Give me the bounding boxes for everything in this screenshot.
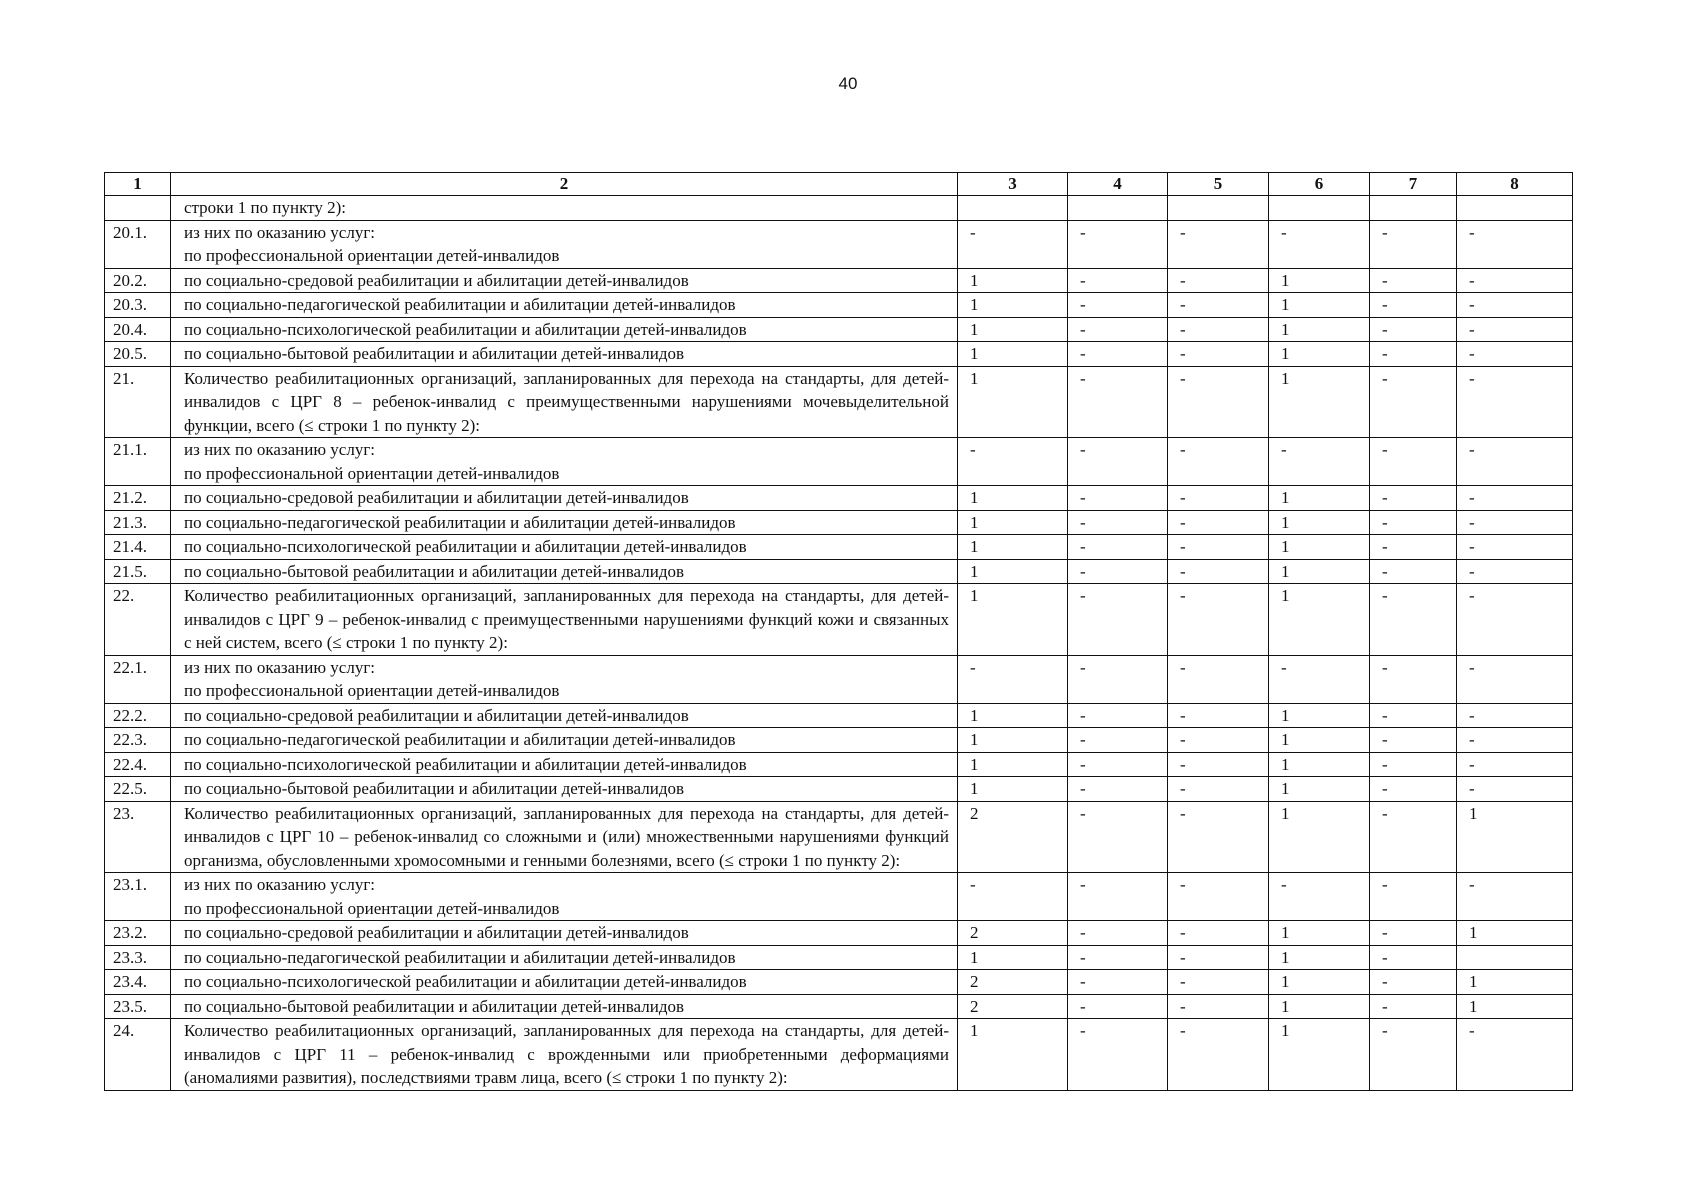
cell-col-3: 1 — [958, 777, 1068, 802]
cell-col-6: 1 — [1269, 510, 1370, 535]
row-number: 23.2. — [105, 921, 171, 946]
row-description: Количество реабилитационных организаций, запланированных для перехода на стандарты, для детей-инвалидов с ЦРГ 11 – ребенок-инвалид с врожденными или приобретенными деформациями (аномалиями развития), последствиями травм лица, всего (≤ строки 1 по пункту 2): — [171, 1019, 958, 1091]
cell-col-7: - — [1370, 510, 1457, 535]
row-number: 21.1. — [105, 438, 171, 486]
row-description: Количество реабилитационных организаций, запланированных для перехода на стандарты, для детей-инвалидов с ЦРГ 10 – ребенок-инвалид со сложными и (или) множественными нарушениями функций организма, обусловленными хромосомными и генными болезнями, всего (≤ строки 1 по пункту 2): — [171, 801, 958, 873]
table-row — [105, 438, 1573, 486]
cell-col-3: 1 — [958, 268, 1068, 293]
cell-col-6: 1 — [1269, 486, 1370, 511]
row-number: 23.4. — [105, 970, 171, 995]
cell-col-8: - — [1457, 777, 1573, 802]
cell-col-7: - — [1370, 584, 1457, 656]
cell-col-4: - — [1068, 559, 1168, 584]
cell-col-4: - — [1068, 873, 1168, 921]
cell-col-3: 1 — [958, 366, 1068, 438]
cell-col-4: - — [1068, 801, 1168, 873]
cell-col-4: - — [1068, 945, 1168, 970]
cell-col-4: - — [1068, 535, 1168, 560]
table-row — [105, 703, 1573, 728]
row-description: по социально-средовой реабилитации и абилитации детей-инвалидов — [171, 921, 958, 946]
column-header-3: 3 — [958, 173, 1068, 196]
row-number: 20.4. — [105, 317, 171, 342]
cell-col-6: 1 — [1269, 921, 1370, 946]
table-row — [105, 777, 1573, 802]
table-row — [105, 921, 1573, 946]
cell-col-8: 1 — [1457, 801, 1573, 873]
cell-col-5: - — [1168, 873, 1269, 921]
cell-col-6: 1 — [1269, 994, 1370, 1019]
cell-col-7: - — [1370, 559, 1457, 584]
cell-col-8 — [1457, 196, 1573, 221]
row-description: по социально-педагогической реабилитации и абилитации детей-инвалидов — [171, 728, 958, 753]
row-description: из них по оказанию услуг: по профессиональной ориентации детей-инвалидов — [171, 655, 958, 703]
row-description: по социально-психологической реабилитации и абилитации детей-инвалидов — [171, 535, 958, 560]
cell-col-6: 1 — [1269, 559, 1370, 584]
cell-col-6 — [1269, 196, 1370, 221]
cell-col-3: 1 — [958, 486, 1068, 511]
cell-col-8: - — [1457, 342, 1573, 367]
cell-col-8: - — [1457, 317, 1573, 342]
row-number: 22.5. — [105, 777, 171, 802]
cell-col-4: - — [1068, 752, 1168, 777]
cell-col-4: - — [1068, 342, 1168, 367]
table-row — [105, 342, 1573, 367]
cell-col-4: - — [1068, 703, 1168, 728]
cell-col-8: - — [1457, 438, 1573, 486]
row-number: 21.2. — [105, 486, 171, 511]
row-description: по социально-педагогической реабилитации и абилитации детей-инвалидов — [171, 293, 958, 318]
cell-col-5: - — [1168, 510, 1269, 535]
cell-col-5: - — [1168, 655, 1269, 703]
column-header-5: 5 — [1168, 173, 1269, 196]
column-header-8: 8 — [1457, 173, 1573, 196]
row-description: по социально-бытовой реабилитации и абилитации детей-инвалидов — [171, 559, 958, 584]
cell-col-3: 1 — [958, 1019, 1068, 1091]
row-number: 21.4. — [105, 535, 171, 560]
row-description: по социально-бытовой реабилитации и абилитации детей-инвалидов — [171, 994, 958, 1019]
row-number: 22.4. — [105, 752, 171, 777]
cell-col-5: - — [1168, 801, 1269, 873]
cell-col-4: - — [1068, 438, 1168, 486]
cell-col-8: 1 — [1457, 994, 1573, 1019]
table-row — [105, 728, 1573, 753]
row-number: 20.5. — [105, 342, 171, 367]
table-row — [105, 873, 1573, 921]
cell-col-5: - — [1168, 220, 1269, 268]
row-description: Количество реабилитационных организаций, запланированных для перехода на стандарты, для детей-инвалидов с ЦРГ 8 – ребенок-инвалид с преимущественными нарушениями мочевыделительной функции, всего (≤ строки 1 по пункту 2): — [171, 366, 958, 438]
cell-col-3: 1 — [958, 584, 1068, 656]
cell-col-7: - — [1370, 366, 1457, 438]
cell-col-4: - — [1068, 268, 1168, 293]
row-description: строки 1 по пункту 2): — [171, 196, 958, 221]
row-number: 23.3. — [105, 945, 171, 970]
table-row — [105, 535, 1573, 560]
row-number: 21. — [105, 366, 171, 438]
row-description: по социально-средовой реабилитации и абилитации детей-инвалидов — [171, 268, 958, 293]
cell-col-4: - — [1068, 655, 1168, 703]
row-description: по социально-средовой реабилитации и абилитации детей-инвалидов — [171, 703, 958, 728]
row-number: 23.1. — [105, 873, 171, 921]
cell-col-8: - — [1457, 559, 1573, 584]
cell-col-3: - — [958, 438, 1068, 486]
cell-col-4: - — [1068, 584, 1168, 656]
cell-col-8: - — [1457, 728, 1573, 753]
cell-col-3: 2 — [958, 970, 1068, 995]
page-number: 40 — [838, 74, 858, 93]
cell-col-6: 1 — [1269, 801, 1370, 873]
cell-col-6: - — [1269, 873, 1370, 921]
cell-col-4: - — [1068, 921, 1168, 946]
cell-col-6: 1 — [1269, 366, 1370, 438]
row-number: 22.3. — [105, 728, 171, 753]
cell-col-6: 1 — [1269, 752, 1370, 777]
cell-col-3: 1 — [958, 317, 1068, 342]
cell-col-8: 1 — [1457, 921, 1573, 946]
cell-col-7: - — [1370, 801, 1457, 873]
table-row — [105, 655, 1573, 703]
cell-col-3: 1 — [958, 559, 1068, 584]
cell-col-8: - — [1457, 486, 1573, 511]
cell-col-7: - — [1370, 994, 1457, 1019]
header-row — [105, 173, 1573, 196]
cell-col-4 — [1068, 196, 1168, 221]
cell-col-5: - — [1168, 703, 1269, 728]
cell-col-3: 1 — [958, 703, 1068, 728]
cell-col-6: - — [1269, 438, 1370, 486]
table-row — [105, 559, 1573, 584]
cell-col-5: - — [1168, 317, 1269, 342]
row-description: из них по оказанию услуг: по профессиональной ориентации детей-инвалидов — [171, 220, 958, 268]
cell-col-7 — [1370, 196, 1457, 221]
cell-col-5: - — [1168, 945, 1269, 970]
cell-col-8: - — [1457, 752, 1573, 777]
table-row — [105, 510, 1573, 535]
cell-col-3: 1 — [958, 728, 1068, 753]
row-number: 20.1. — [105, 220, 171, 268]
cell-col-3: - — [958, 655, 1068, 703]
cell-col-5: - — [1168, 342, 1269, 367]
cell-col-6: 1 — [1269, 970, 1370, 995]
row-description: по социально-бытовой реабилитации и абилитации детей-инвалидов — [171, 777, 958, 802]
table-row — [105, 994, 1573, 1019]
cell-col-3: 1 — [958, 342, 1068, 367]
cell-col-3: 1 — [958, 293, 1068, 318]
cell-col-7: - — [1370, 486, 1457, 511]
row-number: 20.3. — [105, 293, 171, 318]
table-row — [105, 584, 1573, 656]
cell-col-8: - — [1457, 584, 1573, 656]
cell-col-6: 1 — [1269, 777, 1370, 802]
cell-col-3: - — [958, 220, 1068, 268]
cell-col-5: - — [1168, 366, 1269, 438]
cell-col-8: 1 — [1457, 970, 1573, 995]
table-body — [105, 196, 1573, 1091]
cell-col-5: - — [1168, 559, 1269, 584]
column-header-7: 7 — [1370, 173, 1457, 196]
row-description: из них по оказанию услуг: по профессиональной ориентации детей-инвалидов — [171, 438, 958, 486]
row-number: 21.3. — [105, 510, 171, 535]
row-description: Количество реабилитационных организаций, запланированных для перехода на стандарты, для детей-инвалидов с ЦРГ 9 – ребенок-инвалид с преимущественными нарушениями функций кожи и связанных с ней систем, всего (≤ строки 1 по пункту 2): — [171, 584, 958, 656]
cell-col-7: - — [1370, 342, 1457, 367]
cell-col-8: - — [1457, 268, 1573, 293]
cell-col-7: - — [1370, 921, 1457, 946]
row-description: по социально-педагогической реабилитации и абилитации детей-инвалидов — [171, 945, 958, 970]
row-number: 20.2. — [105, 268, 171, 293]
cell-col-4: - — [1068, 510, 1168, 535]
cell-col-5: - — [1168, 268, 1269, 293]
cell-col-8: - — [1457, 220, 1573, 268]
row-description: по социально-бытовой реабилитации и абилитации детей-инвалидов — [171, 342, 958, 367]
cell-col-5: - — [1168, 438, 1269, 486]
cell-col-7: - — [1370, 220, 1457, 268]
row-number: 23. — [105, 801, 171, 873]
cell-col-8: - — [1457, 366, 1573, 438]
row-description: по социально-педагогической реабилитации и абилитации детей-инвалидов — [171, 510, 958, 535]
cell-col-7: - — [1370, 655, 1457, 703]
row-description: по социально-психологической реабилитации и абилитации детей-инвалидов — [171, 970, 958, 995]
cell-col-4: - — [1068, 220, 1168, 268]
row-number — [105, 196, 171, 221]
cell-col-5: - — [1168, 728, 1269, 753]
table-row — [105, 268, 1573, 293]
cell-col-8: - — [1457, 293, 1573, 318]
cell-col-6: 1 — [1269, 1019, 1370, 1091]
cell-col-7: - — [1370, 873, 1457, 921]
cell-col-5: - — [1168, 486, 1269, 511]
cell-col-5: - — [1168, 535, 1269, 560]
cell-col-4: - — [1068, 317, 1168, 342]
cell-col-6: - — [1269, 655, 1370, 703]
cell-col-4: - — [1068, 366, 1168, 438]
cell-col-4: - — [1068, 1019, 1168, 1091]
cell-col-5: - — [1168, 970, 1269, 995]
cell-col-7: - — [1370, 535, 1457, 560]
table-row — [105, 1019, 1573, 1091]
cell-col-3: - — [958, 873, 1068, 921]
cell-col-7: - — [1370, 1019, 1457, 1091]
row-description: по социально-психологической реабилитации и абилитации детей-инвалидов — [171, 752, 958, 777]
cell-col-3: 2 — [958, 921, 1068, 946]
cell-col-8: - — [1457, 873, 1573, 921]
cell-col-6: 1 — [1269, 535, 1370, 560]
table-row — [105, 752, 1573, 777]
cell-col-3: 2 — [958, 801, 1068, 873]
cell-col-3: 2 — [958, 994, 1068, 1019]
table-row — [105, 196, 1573, 221]
table-row — [105, 220, 1573, 268]
cell-col-3: 1 — [958, 510, 1068, 535]
row-number: 24. — [105, 1019, 171, 1091]
row-number: 22.1. — [105, 655, 171, 703]
cell-col-7: - — [1370, 728, 1457, 753]
cell-col-6: 1 — [1269, 945, 1370, 970]
cell-col-6: 1 — [1269, 728, 1370, 753]
cell-col-7: - — [1370, 970, 1457, 995]
cell-col-8: - — [1457, 1019, 1573, 1091]
cell-col-5: - — [1168, 921, 1269, 946]
row-description: по социально-психологической реабилитации и абилитации детей-инвалидов — [171, 317, 958, 342]
cell-col-4: - — [1068, 728, 1168, 753]
cell-col-7: - — [1370, 268, 1457, 293]
cell-col-7: - — [1370, 777, 1457, 802]
table-row — [105, 801, 1573, 873]
cell-col-5 — [1168, 196, 1269, 221]
column-header-4: 4 — [1068, 173, 1168, 196]
cell-col-4: - — [1068, 777, 1168, 802]
table-row — [105, 366, 1573, 438]
cell-col-6: 1 — [1269, 293, 1370, 318]
cell-col-5: - — [1168, 293, 1269, 318]
table-row — [105, 486, 1573, 511]
cell-col-5: - — [1168, 777, 1269, 802]
column-header-6: 6 — [1269, 173, 1370, 196]
table-row — [105, 945, 1573, 970]
row-number: 21.5. — [105, 559, 171, 584]
cell-col-6: 1 — [1269, 584, 1370, 656]
table-row — [105, 317, 1573, 342]
cell-col-5: - — [1168, 584, 1269, 656]
cell-col-7: - — [1370, 293, 1457, 318]
column-header-1: 1 — [105, 173, 171, 196]
cell-col-8: - — [1457, 535, 1573, 560]
row-number: 22.2. — [105, 703, 171, 728]
row-description: из них по оказанию услуг: по профессиональной ориентации детей-инвалидов — [171, 873, 958, 921]
table-row — [105, 293, 1573, 318]
cell-col-3 — [958, 196, 1068, 221]
cell-col-6: 1 — [1269, 342, 1370, 367]
cell-col-4: - — [1068, 293, 1168, 318]
cell-col-7: - — [1370, 317, 1457, 342]
table-row — [105, 970, 1573, 995]
cell-col-8: - — [1457, 510, 1573, 535]
cell-col-7: - — [1370, 945, 1457, 970]
row-description: по социально-средовой реабилитации и абилитации детей-инвалидов — [171, 486, 958, 511]
cell-col-3: 1 — [958, 945, 1068, 970]
cell-col-7: - — [1370, 438, 1457, 486]
cell-col-6: 1 — [1269, 317, 1370, 342]
cell-col-3: 1 — [958, 752, 1068, 777]
column-header-2: 2 — [171, 173, 958, 196]
cell-col-6: 1 — [1269, 703, 1370, 728]
cell-col-5: - — [1168, 752, 1269, 777]
cell-col-8: - — [1457, 703, 1573, 728]
cell-col-3: 1 — [958, 535, 1068, 560]
row-number: 23.5. — [105, 994, 171, 1019]
row-number: 22. — [105, 584, 171, 656]
cell-col-4: - — [1068, 994, 1168, 1019]
cell-col-4: - — [1068, 486, 1168, 511]
cell-col-7: - — [1370, 703, 1457, 728]
cell-col-5: - — [1168, 994, 1269, 1019]
cell-col-5: - — [1168, 1019, 1269, 1091]
data-table — [104, 172, 1573, 1091]
cell-col-7: - — [1370, 752, 1457, 777]
cell-col-6: 1 — [1269, 268, 1370, 293]
cell-col-6: - — [1269, 220, 1370, 268]
cell-col-4: - — [1068, 970, 1168, 995]
cell-col-8 — [1457, 945, 1573, 970]
cell-col-8: - — [1457, 655, 1573, 703]
